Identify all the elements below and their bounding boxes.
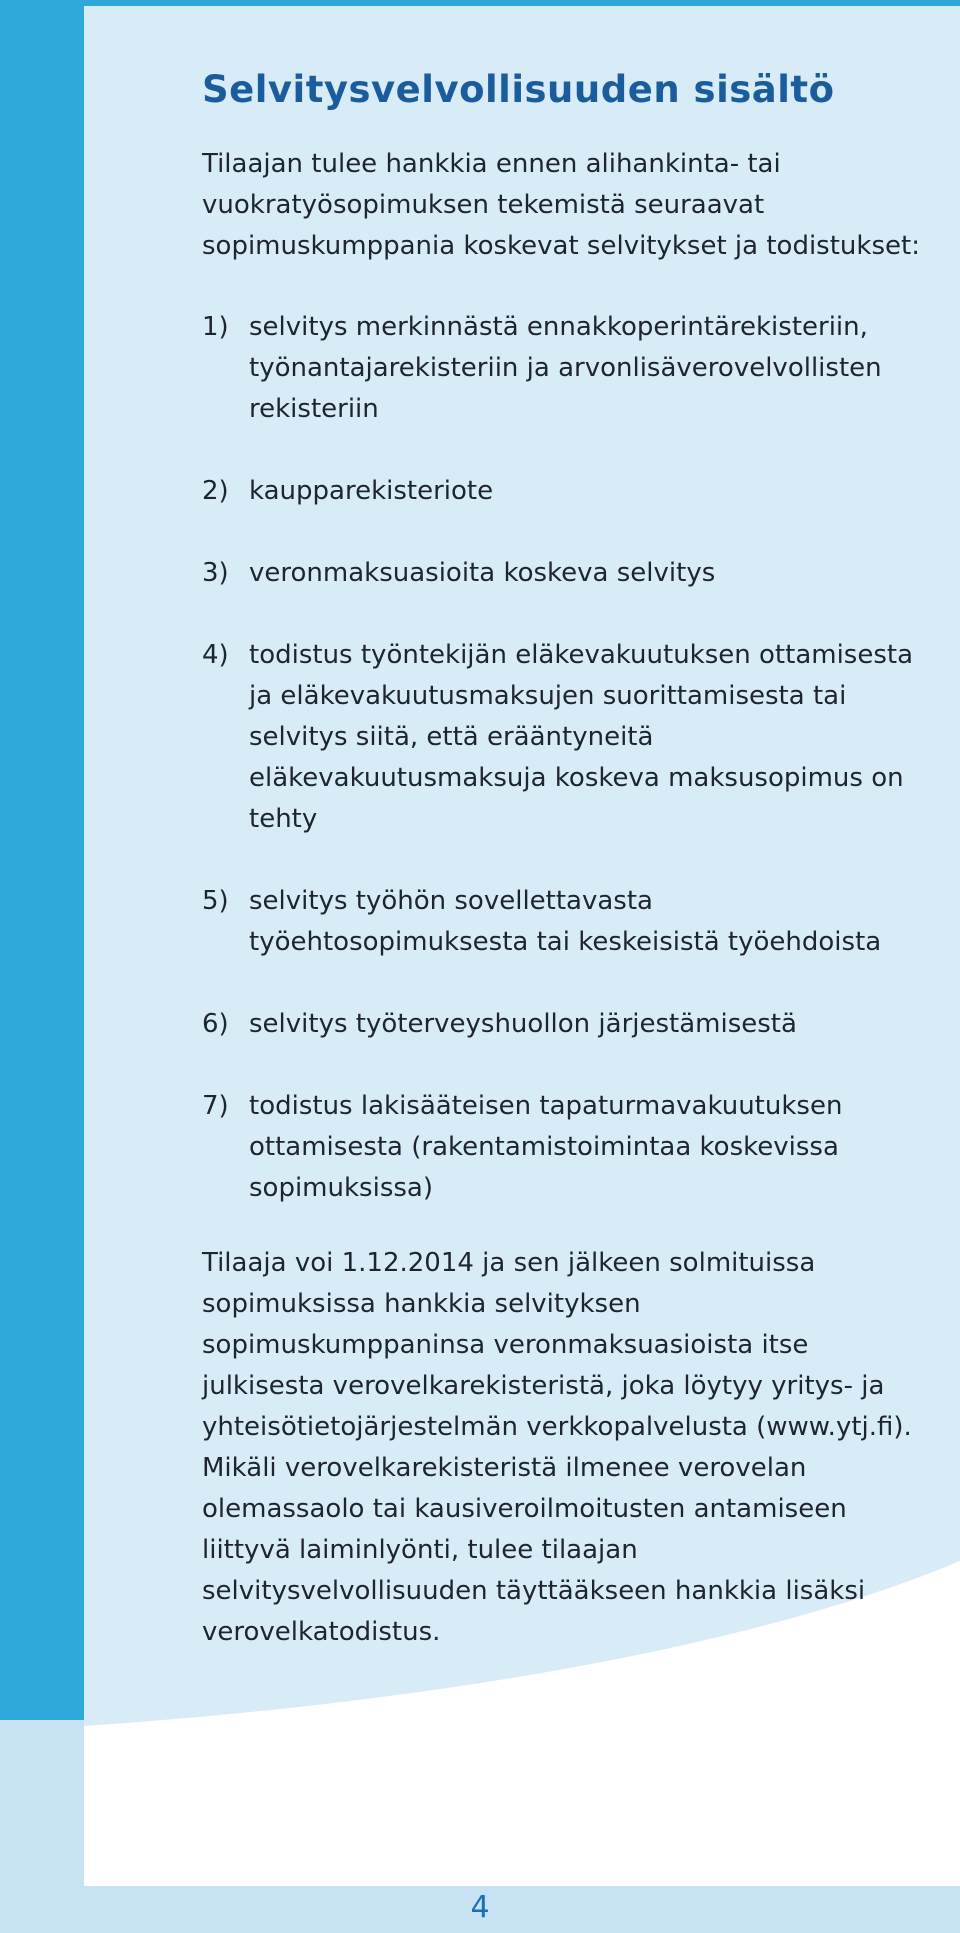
list-item-text: selvitys merkinnästä ennakkoperintärekisteriin, työnantajarekisteriin ja arvonlisäverovelvollisten rekisteriin — [249, 312, 882, 424]
page-title: Selvitysvelvollisuuden sisältö — [202, 68, 835, 111]
list-item-number: 7) — [202, 1091, 229, 1121]
list-item — [202, 553, 922, 594]
document-body — [202, 66, 922, 1653]
list-item-number: 1) — [202, 312, 229, 342]
intro-paragraph: Tilaajan tulee hankkia ennen alihankinta- tai vuokratyösopimuksen tekemistä seuraavat sopimuskumppania koskevat selvitykset ja todistukset: — [202, 149, 920, 261]
closing-paragraph: Tilaaja voi 1.12.2014 ja sen jälkeen solmituissa sopimuksissa hankkia selvityksen sopimuskumppaninsa veronmaksuasioista itse julkisesta verovelkarekisteristä, joka löytyy yritys- ja yhteisötietojärjestelmän verkkopalvelusta (www.ytj.fi). Mikäli verovelkarekisteristä ilmenee verovelan olemassaolo tai kausiveroilmoitusten antamiseen liittyvä laiminlyönti, tulee tilaajan selvitysvelvollisuuden täyttääkseen hankkia lisäksi verovelkatodistus. — [202, 1248, 912, 1647]
list-item-text: todistus lakisääteisen tapaturmavakuutuksen ottamisesta (rakentamistoimintaa koskevissa sopimuksissa) — [249, 1091, 843, 1203]
list-item-number: 5) — [202, 886, 229, 916]
content-panel — [84, 6, 960, 1886]
list-item — [202, 881, 922, 963]
requirements-list — [202, 307, 922, 1209]
page-number: 4 — [470, 1890, 490, 1925]
list-item-number: 2) — [202, 476, 229, 506]
list-item — [202, 307, 922, 430]
list-item-number: 4) — [202, 640, 229, 670]
left-accent-band — [0, 0, 84, 1720]
list-item-text: veronmaksuasioita koskeva selvitys — [249, 558, 716, 588]
list-item — [202, 1086, 922, 1209]
list-item-text: selvitys työhön sovellettavasta työehtosopimuksesta tai keskeisistä työehdoista — [249, 886, 882, 957]
list-item-text: todistus työntekijän eläkevakuutuksen ottamisesta ja eläkevakuutusmaksujen suorittamisesta tai selvitys siitä, että erääntyneitä eläkevakuutusmaksuja koskeva maksusopimus on tehty — [249, 640, 914, 834]
list-item — [202, 1004, 922, 1045]
list-item-text: selvitys työterveyshuollon järjestämisestä — [249, 1009, 797, 1039]
list-item — [202, 471, 922, 512]
list-item-number: 6) — [202, 1009, 229, 1039]
list-item — [202, 635, 922, 840]
list-item-number: 3) — [202, 558, 229, 588]
list-item-text: kaupparekisteriote — [249, 476, 494, 506]
